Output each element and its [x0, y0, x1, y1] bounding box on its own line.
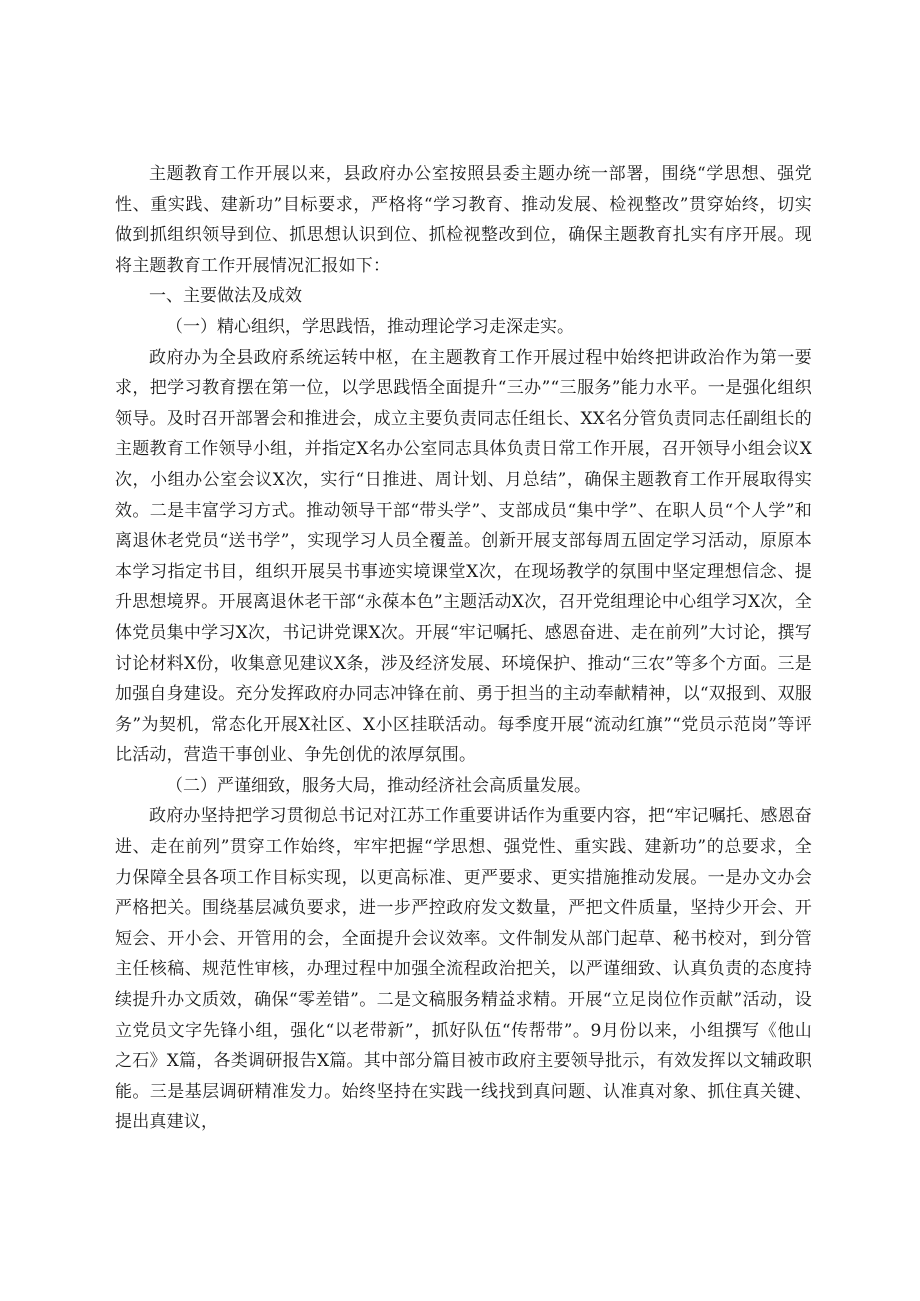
- intro-paragraph: 主题教育工作开展以来，县政府办公室按照县委主题办统一部署，围绕“学思想、强党性、重实践、建新功”目标要求，严格将“学习教育、推动发展、检视整改”贯穿始终，切实做到抓组织领导到位、抓思想认识到位、抓检视整改到位，确保主题教育扎实有序开展。现将主题教育工作开展情况汇报如下：: [115, 164, 812, 276]
- section-heading-main-practices: 一、主要做法及成效: [149, 286, 302, 307]
- subsection-heading-1: （一）精心组织，学思践悟，推动理论学习走深走实。: [166, 316, 574, 337]
- document-page: [115, 159, 812, 1138]
- subsection-2-body: 政府办坚持把学习贯彻总书记对江苏工作重要讲话作为重要内容，把“牢记嘱托、感恩奋进、走在前列”贯穿工作始终，牢牢把握“学思想、强党性、重实践、建新功”的总要求，全力保障全县各项工作目标实现，以更高标准、更严要求、更实措施推动发展。一是办文办会严格把关。围绕基层减负要求，进一步严控政府发文数量，严把文件质量，坚持少开会、开短会、开小会、开管用的会，全面提升会议效率。文件制发从部门起草、秘书校对，到分管主任核稿、规范性审核，办理过程中加强全流程政治把关，以严谨细致、认真负责的态度持续提升办文质效，确保“零差错”。二是文稿服务精益求精。开展“立足岗位作贡献”活动，设立党员文字先锋小组，强化“以老带新”，抓好队伍“传帮带”。9月份以来，小组撰写《他山之石》X篇，各类调研报告X篇。其中部分篇目被市政府主要领导批示，有效发挥以文辅政职能。三是基层调研精准发力。始终坚持在实践一线找到真问题、认准真对象、抓住真关键、提出真建议，: [115, 806, 812, 1133]
- subsection-heading-2: （二）严谨细致，服务大局，推动经济社会高质量发展。: [166, 775, 591, 796]
- subsection-1-body: 政府办为全县政府系统运转中枢，在主题教育工作开展过程中始终把讲政治作为第一要求，把学习教育摆在第一位，以学思践悟全面提升“三办”“三服务”能力水平。一是强化组织领导。及时召开部署会和推进会，成立主要负责同志任组长、XX名分管负责同志任副组长的主题教育工作领导小组，并指定X名办公室同志具体负责日常工作开展，召开领导小组会议X次，小组办公室会议X次，实行“日推进、周计划、月总结”，确保主题教育工作开展取得实效。二是丰富学习方式。推动领导干部“带头学”、支部成员“集中学”、在职人员“个人学”和离退休老党员“送书学”，实现学习人员全覆盖。创新开展支部每周五固定学习活动，原原本本学习指定书目，组织开展吴书事迹实境课堂X次，在现场教学的氛围中坚定理想信念、提升思想境界。开展离退休老干部“永葆本色”主题活动X次，召开党组理论中心组学习X次，全体党员集中学习X次，书记讲党课X次。开展“牢记嘱托、感恩奋进、走在前列”大讨论，撰写讨论材料X份，收集意见建议X条，涉及经济发展、环境保护、推动“三农”等多个方面。三是加强自身建设。充分发挥政府办同志冲锋在前、勇于担当的主动奉献精神，以“双报到、双服务”为契机，常态化开展X社区、X小区挂联活动。每季度开展“流动红旗”“党员示范岗”等评比活动，营造干事创业、争先创优的浓厚氛围。: [115, 347, 812, 766]
